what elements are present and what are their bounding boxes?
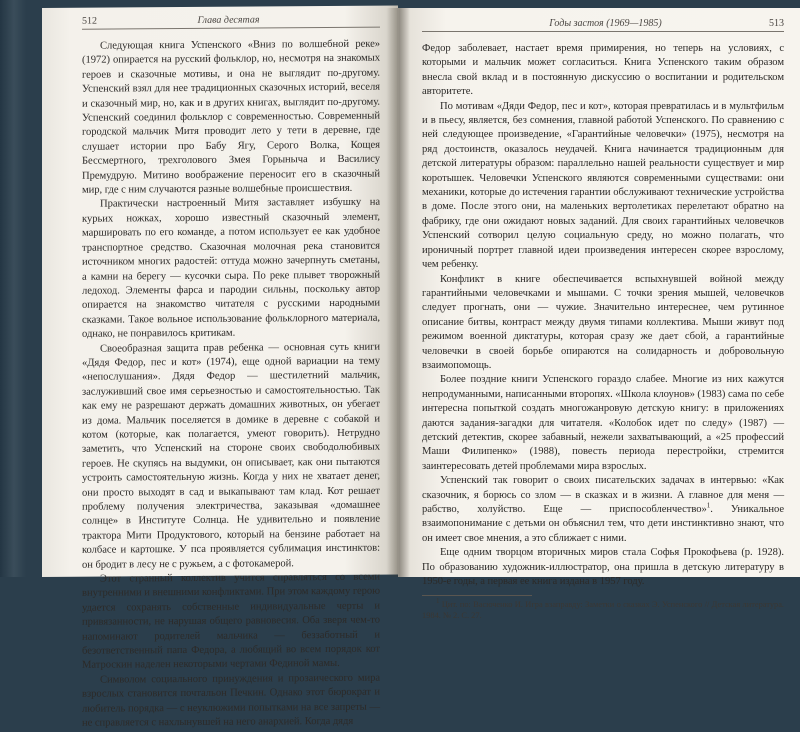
paragraph: Символом социального принуждения и прозаического мира взрослых становится почтальон Печкин. Однако этот бюрократ и любитель порядка — с неуклюжими попытками на все запреты — не справляется с нахлынувшей на него анархией. Когда дядя [82,672,380,729]
paragraph: Еще одним творцом вторичных миров стала Софья Прокофьева (р. 1928). По образованию художник-иллюстратор, она пришла в детскую литературу в 1950-е годы, а первая ее книга издана в 1957 году. [422,547,784,588]
right-page-header [422,18,784,32]
right-page [398,8,800,621]
paragraph: Своеобразная защита прав ребенка — основная суть книги «Дядя Федор, пес и кот» (1974), еще одной вариации на тему «непослушания». Дядя Федор — шестилетний мальчик, заслуживший свое имя серьезностью и самостоятельностью. Так как ему не разрешают держать домашних животных, он убегает из дома. Мальчик поселяется в домике в деревне с собакой и котом (которые, как полагается, умеют говорить). Нетрудно заметить, что Успенский на стороне своих свободолюбивых героев. Не скупясь на выдумки, он описывает, как они пытаются устроить самостоятельную жизнь. Когда у них не хватает денег, они просто выходят в сад и выкапывают там клад. Кот решает проблему получения электричества, заказывая «домашнее солнце» в Институте Солнца. Не удивительно и появление трактора Мити Продуктового, который на бензине работает на колбасе и картошке. У пса проявляется сублимация инстинктов: он бродит в лесу не с ружьем, а с фотокамерой. [82,341,380,571]
paragraph: Более поздние книги Успенского гораздо слабее. Многие из них кажутся непродуманными, написанными второпях. «Школа клоунов» (1983) сама по себе интересна попыткой создать многожанровую детскую книгу: в приложениях даются задания-загадки для читателя. «Колобок идет по следу» (1987) — детский детектив, скорее забавный, нежели захватывающий, а «25 профессий Маши Филипенко» (1988), повесть периода перестройки, стремится заинтересовать детей проблемами мира взрослых. [422,374,784,472]
paragraph: Этот странный коллектив учится справляться со всеми внутренними и внешними конфликтами. При этом каждому герою удается сохранять собственные индивидуальные черты и привязанности, не нарушая общего равновесия. Оба зверя чем-то напоминают родителей мальчика — беззаботный и безответственный папа Федора, а любящий во всем порядок кот Матроскин наделен некоторыми чертами Фединой мамы. [82,571,380,672]
left-page [42,6,398,729]
paragraph: По мотивам «Дяди Федор, пес и кот», которая превратилась и в мультфильм и в пьесу, является, без сомнения, главной работой Успенского. По сравнению с ней следующее произведение, «Гарантийные человечки» (1975), несмотря на ряд достоинств, оказалось неудачей. Книга начинается традиционным для детской литературы образом: параллельно нашей реальности существует и мир коротышек. Человечки Успенского являются современными существами: они механики, которые до истечения гарантии обслуживают технические устройства в доме. После этого они, на маленьких вертолетиках перелетают обратно на фабрику, где они ожидают новых заданий. Для своих гарантийных человечков Успенский сотворил целую социальную среду, но можно полагать, что ироничный портрет главной идеи произведения интересен скорее взрослому, чем ребенку. [422,100,784,271]
running-title-left: Глава десятая [197,14,260,26]
paragraph-text: Успенский так говорит о своих писательских задачах в интервью: «Как сказочник, я борюсь со злом — в сказках и в жизни. А главное для меня — рабство, холуйство. Еще — приспособленчество» [422,475,784,515]
paragraph: Федор заболевает, настает время примирения, но теперь на условиях, с которыми и мальчик может согласиться. Книга Успенского таким образом внесла свой вклад и в постоянную дискуссию о воспитании и родительском авторитете. [422,43,784,98]
paragraph: Следующая книга Успенского «Вниз по волшебной реке» (1972) опирается на русский фольклор, но, несмотря на знакомых героев и сказочные мотивы, и она не выглядит по-другому. Успенский взял для нее традиционных сказочных историй, веселя и сказочный мир, но, как и в других книгах, выглядит по-другому. Успенский соединил фольклор с современностью. Современный городской мальчик Митя проводит лето у тети в деревне, где слушает истории про Бабу Ягу, Серого Волка, Кощея Бессмертного, трехголового Змея Горыныча и Василису Премудрую. Митино воображение переносит его в сказочный мир, где с ним случаются разные волшебные происшествия. [82,38,380,196]
footnote-divider [422,595,532,596]
footnote-text: Цит. по: Васюченко И. Игра взаправду: Заметки о сказках Э. Успенского // Детская литература. 1984. № 2. С. 27. [422,600,785,621]
paragraph-text: Уникальное взаимопонимание с детьми он объяснил тем, что дети инстинктивно знают, что он имеет свое мнения, а это сближает с ними. [422,504,784,544]
page-number-left: 512 [82,15,97,27]
left-page-header [82,14,380,30]
running-title-right: Годы застоя (1969—1985) [549,18,662,29]
paragraph: Практически настроенный Митя заставляет избушку на курьих ножках, хорошо известный сказочный элемент, маршировать по его команде, а потом использует ее как удобное транспортное средство. Сказочная молочная река становится источником многих радостей: оттуда можно зачерпнуть сметаны, а камни на берегу — кусочки сыра. По реке плывет творожный ледоход. Элементы фарса и пародии сильны, поскольку автор опирается на знакомство читателя с русскими народными сказками. Такое вольное использование фольклорного материала, однако, не понравилось критикам. [82,197,380,340]
page-number-right: 513 [769,18,784,29]
footnote-number: 1 [436,597,440,606]
footnote [422,599,784,621]
paragraph-with-footnote: Успенский так говорит о своих писательских задачах в интервью: «Как сказочник, я борюсь со злом — в сказках и в жизни. А главное для меня — рабство, холуйство. Еще — приспособленчество»$^1$. Уникальное взаимопонимание с детьми он объяснил тем, что дети инстинктивно знают, что он имеет свое мнения, а это сближает с ними. [422,475,784,544]
footnote-marker: 1 [706,501,711,510]
paragraph: Конфликт в книге обеспечивается вспыхнувшей войной между гарантийными человечками и мышами. С точки зрения мышей, человечков следует прогнать, они — чужие. Значительно интереснее, чем рутинное описание битвы, контраст между двумя типами коллектива. Мыши живут под режимом военной диктатуры, которая сразу же дает сбой, а гарантийные человечки в своей борьбе опираются на солидарность и добровольную взаимопомощь. [422,273,784,371]
